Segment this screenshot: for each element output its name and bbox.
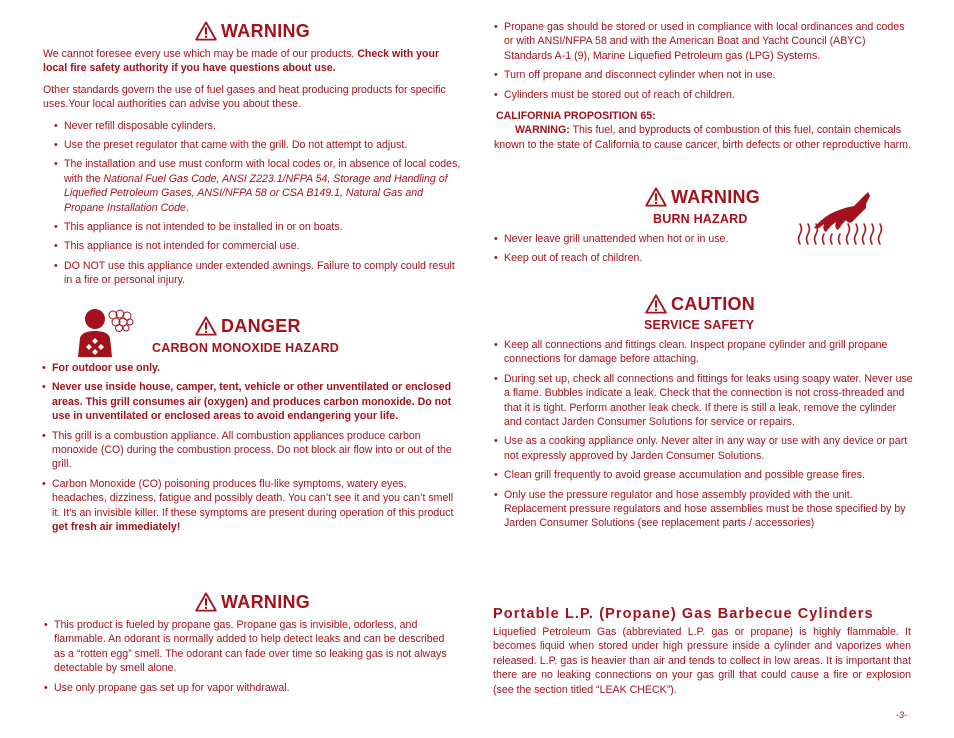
page-number: -3- bbox=[896, 710, 907, 720]
warning-triangle-icon bbox=[645, 187, 667, 207]
list-item bbox=[42, 380, 462, 423]
service-safety-subtitle: SERVICE SAFETY bbox=[644, 318, 755, 332]
list-item bbox=[42, 361, 462, 375]
list-item: • Use the preset regulator that came with the grill. Do not attempt to adjust. bbox=[54, 138, 461, 152]
prop65-text: This fuel, and byproducts of combustion of this fuel, contain chemicals known to the state of California to cause cancer, birth defects or other reproductive harm. bbox=[494, 124, 911, 151]
caution-list bbox=[494, 338, 916, 531]
list-item: • DO NOT use this appliance under extended awnings. Failure to comply could result in a fire or personal injury. bbox=[54, 259, 461, 288]
list-item: • This appliance is not intended to be installed in or on boats. bbox=[54, 220, 461, 234]
right-top-section bbox=[494, 20, 916, 152]
list-item: • Turn off propane and disconnect cylinder when not in use. bbox=[494, 68, 916, 82]
propane-paragraph: Liquefied Petroleum Gas (abbreviated L.P. gas or propane) is highly flammable. It becomes liquid when stored under high pressure inside a cylinder and vaporizes when released. L.P. gas is heavier than air and tends to collect in low areas. It is important that there are no leaking connections on your gas grill that could cause a fire or explosion (see the section titled “LEAK CHECK”). bbox=[493, 626, 911, 696]
list-item: • Keep out of reach of children. bbox=[494, 251, 794, 265]
list-item: • This grill is a combustion appliance. All combustion appliances produce carbon monoxide (CO) during the combustion process. Do not block air flow into or out of the grill. bbox=[42, 429, 462, 472]
item-bold-text: get fresh air immediately! bbox=[52, 521, 181, 534]
burn-hazard-section bbox=[494, 232, 794, 271]
caution-title: CAUTION bbox=[671, 294, 756, 314]
list-item bbox=[42, 477, 462, 535]
list-item: • Never leave grill unattended when hot or in use. bbox=[494, 232, 794, 246]
standards-paragraph: Other standards govern the use of fuel gases and heat producing products for specific uses.Your local authorities can advise you about these. bbox=[43, 83, 446, 111]
warning-heading-3 bbox=[195, 592, 310, 612]
warning-triangle-icon bbox=[195, 316, 217, 336]
item-bold-text: For outdoor use only. bbox=[52, 362, 161, 374]
carbon-monoxide-icon bbox=[76, 305, 134, 357]
warning-list-3 bbox=[44, 618, 456, 695]
warning-list-1 bbox=[43, 119, 461, 288]
warning-heading-2 bbox=[645, 187, 760, 207]
danger-section bbox=[42, 361, 462, 539]
danger-title: DANGER bbox=[221, 316, 301, 336]
caution-heading bbox=[645, 294, 755, 314]
intro-bold-text: Check with your local fire safety authority if you have questions about use. bbox=[43, 48, 440, 75]
list-item: • Cylinders must be stored out of reach of children. bbox=[494, 88, 916, 102]
danger-list bbox=[42, 361, 462, 534]
item-bold-text: Never use inside house, camper, tent, vehicle or other unventilated or enclosed areas. This grill consumes air (oxygen) and produces carbon monoxide. Do not use in unventilated or enclosed areas to avoid endangering your life. bbox=[52, 381, 452, 423]
danger-subtitle: CARBON MONOXIDE HAZARD bbox=[152, 341, 340, 355]
list-item: • Never refill disposable cylinders. bbox=[54, 119, 461, 133]
intro-text: We cannot foresee every use which may be made of our products. bbox=[43, 48, 358, 60]
list-item: • Propane gas should be stored or used in compliance with local ordinances and codes or with ANSI/NFPA 58 and with the American Boat and Yacht Council (ABYC) Standards A-1 (9), Marine Liquefied Petroleum gas (LPG) Systems. bbox=[494, 20, 916, 63]
item-text: Carbon Monoxide (CO) poisoning produces flu-like symptoms, watery eyes, headaches, dizziness, fatigue and possibly death. You can’t see it and you can’t smell it. It’s an invisible killer. If these symptoms are present during operation of this product bbox=[52, 477, 454, 519]
list-item: • During set up, check all connections and fittings for leaks using soapy water. Never use a flame. Bubbles indicate a leak. Check that the connection is not cross-threaded and that it is tight. Perform another leak check. If there is still a leak, remove the cylinder and contact Jarden Consumer Solutions for service or repairs. bbox=[494, 372, 916, 430]
prop65-title: CALIFORNIA PROPOSITION 65: bbox=[496, 110, 656, 123]
list-item: • Only use the pressure regulator and hose assembly provided with the unit. Replacement pressure regulators and hose assemblies must be those specified by by Jarden Consumer Solutions (see replacement parts / accessories) bbox=[494, 488, 916, 531]
item-text: . bbox=[185, 201, 189, 214]
burn-hand-icon bbox=[796, 192, 888, 246]
warning-title: WARNING bbox=[221, 592, 311, 612]
caution-section bbox=[494, 338, 916, 536]
warning-triangle-icon bbox=[195, 21, 217, 41]
intro-paragraph bbox=[43, 47, 461, 76]
list-item: • This appliance is not intended for commercial use. bbox=[54, 239, 461, 253]
item-italic-text: National Fuel Gas Code, ANSI Z223.1/NFPA 54, Storage and Handling of Liquefied Petroleum Gases, ANSI/NFPA 58 or CSA B149.1, Natural Gas and Propane Installation Code bbox=[64, 172, 448, 214]
list-item: • Clean grill frequently to avoid grease accumulation and possible grease fires. bbox=[494, 468, 916, 482]
warning-section-3 bbox=[44, 618, 456, 700]
burn-hazard-subtitle: BURN HAZARD bbox=[653, 212, 748, 226]
warning-title: WARNING bbox=[671, 187, 761, 207]
item-text: The installation and use must conform with local codes or, in absence of local codes, with the bbox=[64, 158, 461, 185]
warning-title: WARNING bbox=[221, 21, 311, 41]
prop65-label: WARNING: bbox=[515, 124, 570, 137]
propane-section-title: Portable L.P. (Propane) Gas Barbecue Cylinders bbox=[493, 606, 874, 622]
list-item bbox=[54, 157, 461, 215]
danger-heading bbox=[195, 316, 301, 336]
list-item: • Keep all connections and fittings clean. Inspect propane cylinder and grill propane connections for damage before attaching. bbox=[494, 338, 916, 367]
burn-hazard-list bbox=[494, 232, 794, 266]
warning-triangle-icon bbox=[645, 294, 667, 314]
warning-triangle-icon bbox=[195, 592, 217, 612]
propane-storage-list bbox=[494, 20, 916, 102]
list-item: • This product is fueled by propane gas. Propane gas is invisible, odorless, and flammable. An odorant is normally added to help detect leaks and can be described as a “rotten egg” smell. The odorant can fade over time so leaking gas is not always detectable by smell alone. bbox=[44, 618, 456, 676]
warning-section-1 bbox=[43, 47, 461, 293]
list-item: • Use as a cooking appliance only. Never alter in any way or use with any device or part not expressly approved by Jarden Consumer Solutions. bbox=[494, 434, 916, 463]
warning-heading-1 bbox=[195, 21, 310, 41]
prop65-paragraph bbox=[494, 123, 916, 152]
list-item: • Use only propane gas set up for vapor withdrawal. bbox=[44, 681, 456, 695]
